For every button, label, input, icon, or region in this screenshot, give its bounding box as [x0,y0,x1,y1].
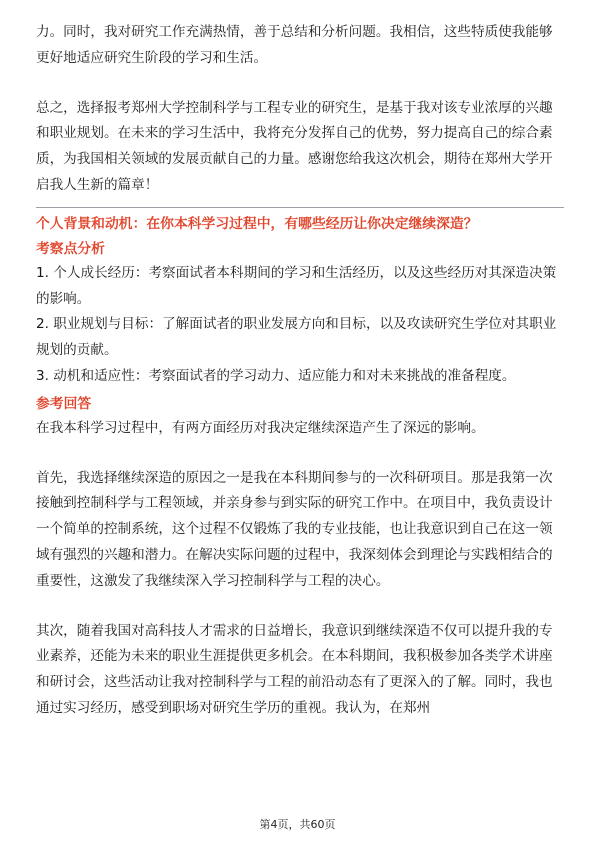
paragraph-intro-end: 力。同时，我对研究工作充满热情，善于总结和分析问题。我相信，这些特质使我能够更好地适应研究生阶段的学习和生活。 [36,24,553,66]
answer-paragraph: 在我本科学习过程中，有两方面经历对我决定继续深造产生了深远的影响。 [36,419,485,436]
paragraph-gap [36,72,564,96]
section-divider [36,207,564,208]
paragraph-conclusion: 总之，选择报考郑州大学控制科学与工程专业的研究生，是基于我对该专业浓厚的兴趣和职业规划。在未来的学习生活中，我将充分发挥自己的优势，努力提高自己的综合素质，为我国相关领域的发展贡献自己的力量。感谢您给我这次机会，期待在郑州大学开启我人生新的篇章！ [36,99,553,193]
paragraph-gap [36,595,564,619]
page-content [36,20,564,722]
analysis-item: 2. 职业规划与目标：了解面试者的职业发展方向和目标，以及攻读研究生学位对其职业规划的贡献。 [36,316,557,359]
answer-paragraph: 其次，随着我国对高科技人才需求的日益增长，我意识到继续深造不仅可以提升我的专业素养，还能为未来的职业生涯提供更多机会。在本科期间，我积极参加各类学术讲座和研讨会，这些活动让我对控制科学与工程的前沿动态有了更深入的了解。同时，我也通过实习经历，感受到职场对研究生学历的重视。我认为，在郑州 [36,622,553,716]
question-heading: 个人背景和动机：在你本科学习过程中，有哪些经历让你决定继续深造？ [36,215,478,232]
answer-paragraph: 首先，我选择继续深造的原因之一是我在本科期间参与的一次科研项目。那是我第一次接触到控制科学与工程领域，并亲身参与到实际的研究工作中。在项目中，我负责设计一个简单的控制系统，这个过程不仅锻炼了我的专业技能，也让我意识到自己在这一领域有强烈的兴趣和潜力。在解决实际问题的过程中，我深刻体会到理论与实践相结合的重要性，这激发了我继续深入学习控制科学与工程的决心。 [36,469,553,589]
paragraph-gap [36,442,564,466]
analysis-item: 1. 个人成长经历：考察面试者本科期间的学习和生活经历，以及这些经历对其深造决策的影响。 [36,264,557,307]
analysis-label: 考察点分析 [36,240,105,257]
answer-label: 参考回答 [36,395,92,412]
analysis-item: 3. 动机和适应性：考察面试者的学习动力、适应能力和对未来挑战的准备程度。 [36,367,516,384]
page-number-footer: 第4页，共60页 [259,818,336,831]
